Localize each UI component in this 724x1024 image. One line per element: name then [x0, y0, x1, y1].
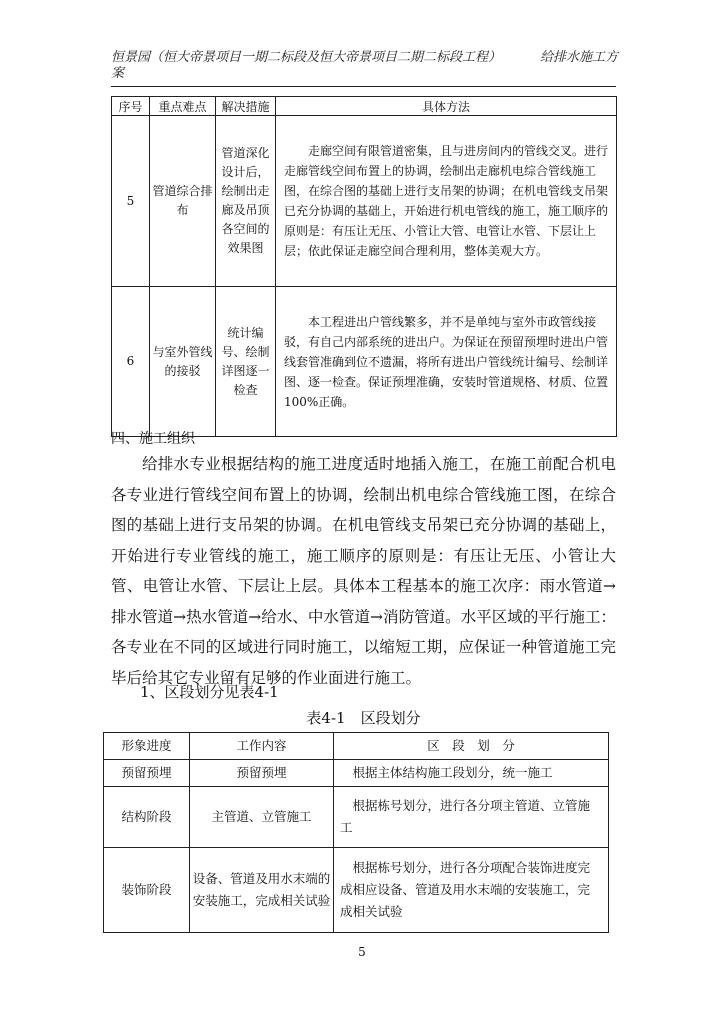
row-method: 走廊空间有限管道密集，且与进房间内的管线交叉。进行走廊管线空间布置上的协调，绘制出走廊机电综合管线施工图，在综合图的基础上进行支吊架的协调；在机电管线支吊架已充分协调的基础上，开始进行机电管线的施工，施工顺序的原则是：有压让无压、小管让大管、电管让水管、下层让上层；依此保证走廊空间合理利用，整体美观大方。: [276, 116, 617, 287]
row-division: 根据主体结构施工段划分，统一施工: [334, 760, 609, 787]
row-difficulty: 与室外管线的接驳: [150, 287, 216, 437]
row-content: 设备、管道及用水末端的安装施工，完成相关试验: [190, 848, 334, 933]
row-stage: 结构阶段: [104, 787, 190, 848]
table-caption: 表4-1 区段划分: [306, 709, 421, 727]
table-header-row: [104, 733, 609, 760]
section-title: 四、施工组织: [111, 431, 195, 447]
header-document-title: 给排水施工方: [540, 50, 619, 65]
column-header-division: 区 段 划 分: [334, 733, 609, 760]
column-header-difficulty: 重点难点: [150, 97, 216, 116]
row-measure: 统计编号、绘制详图逐一检查: [216, 287, 276, 437]
row-content: 预留预埋: [190, 760, 334, 787]
row-difficulty: 管道综合排布: [150, 116, 216, 287]
page-number: 5: [358, 945, 366, 959]
header-divider: [111, 86, 616, 87]
table-row: [104, 787, 609, 848]
body-paragraph: 给排水专业根据结构的施工进度适时地插入施工，在施工前配合机电各专业进行管线空间布置上的协调，绘制出机电综合管线施工图，在综合图的基础上进行支吊架的协调。在机电管线支吊架已充分协调的基础上，开始进行专业管线的施工，施工顺序的原则是：有压让无压、小管让大管、电管让水管、下层让上层。具体本工程基本的施工次序：雨水管道→排水管道→热水管道→给水、中水管道→消防管道。水平区域的平行施工：各专业在不同的区域进行同时施工，以缩短工期，应保证一种管道施工完毕后给其它专业留有足够的作业面进行施工。: [111, 455, 616, 687]
row-division: 根据栋号划分，进行各分项配合装饰进度完成相应设备、管道及用水末端的安装施工，完成相关试验: [334, 848, 609, 933]
row-method: 本工程进出户管线繁多，并不是单纯与室外市政管线接驳，有自己内部系统的进出户。为保证在预留预埋时进出户管线套管准确到位不遗漏，将所有进出户管线统计编号、绘制详图、逐一检查。保证预埋准确，安装时管道规格、材质、位置100%正确。: [276, 287, 617, 437]
row-number: 5: [112, 116, 150, 287]
row-stage: 预留预埋: [104, 760, 190, 787]
table-row: [112, 287, 617, 437]
table-row: [104, 848, 609, 933]
zone-division-table: [103, 732, 609, 933]
column-header-content: 工作内容: [190, 733, 334, 760]
row-division: 根据栋号划分，进行各分项主管道、立管施工: [334, 787, 609, 848]
table-header-row: [112, 97, 617, 116]
column-header-no: 序号: [112, 97, 150, 116]
column-header-method: 具体方法: [276, 97, 617, 116]
header-project-title: 恒景园（恒大帝景项目一期二标段及恒大帝景项目二期二标段工程）案: [111, 50, 502, 81]
column-header-stage: 形象进度: [104, 733, 190, 760]
row-stage: 装饰阶段: [104, 848, 190, 933]
table-row: [112, 116, 617, 287]
row-measure: 管道深化设计后，绘制出走廊及吊顶各空间的效果图: [216, 116, 276, 287]
row-content: 主管道、立管施工: [190, 787, 334, 848]
key-difficulties-table: [111, 96, 617, 437]
row-number: 6: [112, 287, 150, 437]
subsection-heading: 1、区段划分见表4-1: [140, 683, 279, 701]
table-row: [104, 760, 609, 787]
column-header-measure: 解决措施: [216, 97, 276, 116]
